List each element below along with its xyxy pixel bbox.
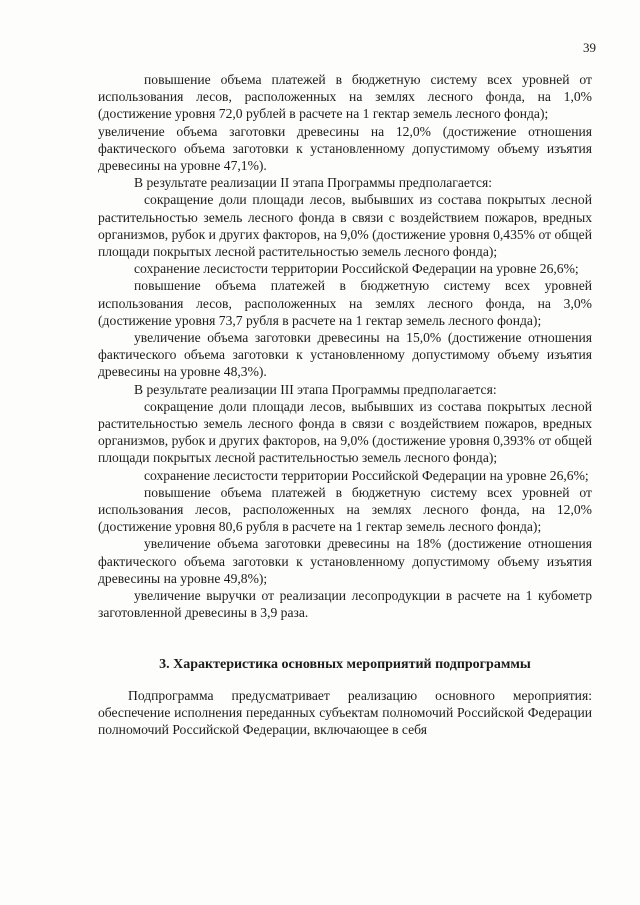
- stage3-item: повышение объема платежей в бюджетную систему всех уровней от использования лесов, расположенных на землях лесного фонда, на 12,0% (достижение уровня 80,6 рубля в расчете на 1 гектар земель лесного фонда);: [98, 484, 592, 535]
- stage2-item: увеличение объема заготовки древесины на 15,0% (достижение отношения фактического объема заготовки к установленному допустимому объему изъятия древесины на уровне 48,3%).: [98, 330, 592, 380]
- stage3-item: увеличение объема заготовки древесины на 18% (достижение отношения фактического объема заготовки к установленному допустимому объему изъятия древесины на уровне 49,8%);: [98, 536, 592, 586]
- stage3-item: сокращение доли площади лесов, выбывших из состава покрытых лесной растительностью земель лесного фонда в связи с воздействием пожаров, вредных организмов, рубок и других факторов, на 9,0% (достижение уровня 0,393% от общей площади покрытых лесной растительностью земель лесного фонда);: [98, 398, 592, 466]
- paragraph: повышение объема платежей в бюджетную систему всех уровней от использования лесов, расположенных на землях лесного фонда, на 1,0% (достижение уровня 72,0 рублей в расчете на 1 гектар земель лесного фонда);: [98, 72, 592, 122]
- section-paragraph: Подпрограмма предусматривает реализацию основного мероприятия: обеспечение исполнения переданных субъектам полномочий Российской Федерации полномочий Российской Федерации, включающее в себя: [98, 687, 592, 738]
- stage2-item: сохранение лесистости территории Российской Федерации на уровне 26,6%;: [134, 261, 579, 277]
- paragraph: увеличение объема заготовки древесины на 12,0% (достижение отношения фактического объема заготовки к установленному допустимому объему изъятия древесины на уровне 47,1%).: [98, 123, 592, 174]
- stage2-intro: В результате реализации II этапа Программы предполагается:: [134, 175, 493, 191]
- stage2-item: сокращение доли площади лесов, выбывших из состава покрытых лесной растительностью земель лесного фонда в связи с воздействием пожаров, вредных организмов, рубок и других факторов, на 9,0% (достижение уровня 0,435% от общей площади покрытых лесной растительностью земель лесного фонда);: [98, 192, 592, 260]
- stage2-item: повышение объема платежей в бюджетную систему всех уровней использования лесов, расположенных на землях лесного фонда, на 3,0% (достижение уровня 73,7 рубля в расчете на 1 гектар земель лесного фонда);: [98, 278, 592, 328]
- stage3-item: сохранение лесистости территории Российской Федерации на уровне 26,6%;: [144, 467, 589, 483]
- document-body: [98, 71, 592, 738]
- stage3-intro: В результате реализации III этапа Программы предполагается:: [134, 381, 497, 397]
- page-number: 39: [583, 40, 596, 55]
- section-heading: 3. Характеристика основных мероприятий подпрограммы: [159, 656, 531, 672]
- stage3-item: увеличение выручки от реализации лесопродукции в расчете на 1 кубометр заготовленной древесины в 3,9 раза.: [98, 588, 592, 621]
